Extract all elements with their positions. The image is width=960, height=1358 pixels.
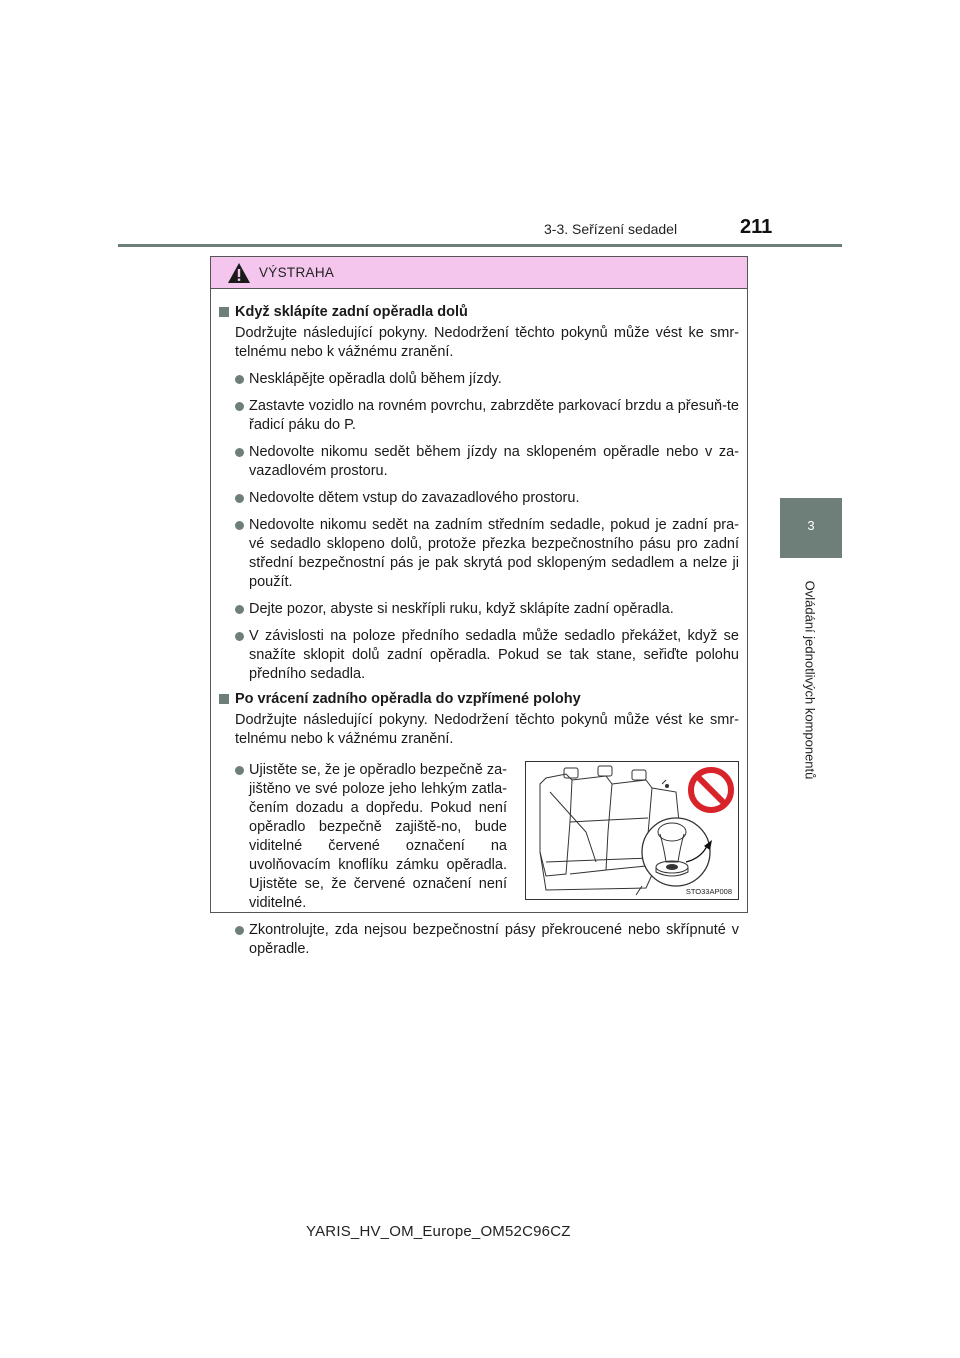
round-bullet-icon <box>235 632 244 641</box>
chapter-tab <box>780 498 842 558</box>
section-heading-text: Po vrácení zadního opěradla do vzpřímené polohy <box>235 691 581 707</box>
round-bullet-icon <box>235 766 244 775</box>
warning-box <box>210 256 748 957</box>
section-heading <box>217 690 739 709</box>
header-rule <box>118 244 842 247</box>
list-item-text: Nedovolte dětem vstup do zavazadlového prostoru. <box>249 490 580 506</box>
list-item-text: Dejte pozor, abyste si neskřípli ruku, když sklápíte zadní opěradla. <box>249 601 674 617</box>
list-item <box>235 627 739 684</box>
round-bullet-icon <box>235 375 244 384</box>
list-item-text: Nedovolte nikomu sedět na zadním středním sedadle, pokud je zadní pra-vé sedadlo sklopeno dolů, protože přezka bezpečnostního pásu pro zadní střední bezpečnostní pás je pak skrytá pod sklopeným sedadlem a nelze ji použít. <box>249 517 739 590</box>
section-intro: Dodržujte následující pokyny. Nedodržení těchto pokynů může vést ke smr-telnému nebo k vážnému zranění. <box>235 325 739 360</box>
square-bullet-icon <box>219 694 229 704</box>
list-item <box>235 489 739 508</box>
round-bullet-icon <box>235 521 244 530</box>
round-bullet-icon <box>235 402 244 411</box>
list-item <box>235 600 739 619</box>
list-item <box>235 397 739 435</box>
warning-header <box>211 257 747 289</box>
list-item-text: Zastavte vozidlo na rovném povrchu, zabrzděte parkovací brzdu a přesuň-te řadicí páku do P. <box>249 398 739 433</box>
round-bullet-icon <box>235 448 244 457</box>
round-bullet-icon <box>235 494 244 503</box>
section-title: 3-3. Seřízení sedadel <box>544 221 678 237</box>
warning-body <box>211 289 747 959</box>
bullet-with-figure <box>217 759 739 913</box>
page-number: 211 <box>740 216 773 238</box>
list-item <box>235 370 739 389</box>
section-heading <box>217 303 739 322</box>
warning-triangle-icon <box>227 262 251 284</box>
round-bullet-icon <box>235 605 244 614</box>
section-heading-text: Když sklápíte zadní opěradla dolů <box>235 304 468 320</box>
section-intro: Dodržujte následující pokyny. Nedodržení těchto pokynů může vést ke smr-telnému nebo k vážnému zranění. <box>235 712 739 747</box>
list-item <box>235 921 739 959</box>
seat-lock-illustration <box>525 761 739 900</box>
list-item-text: Ujistěte se, že je opěradlo bezpečně za-jištěno ve své poloze jeho lehkým zatla-čením dozadu a dopředu. Pokud není opěradlo bezpečně zajiště-no, bude viditelné červené označení na uvolňovacím knoflíku zámku opěradla. Ujistěte se, že červené označení není viditelné. <box>249 762 507 911</box>
list-item <box>235 516 739 592</box>
footer-doc-code: YARIS_HV_OM_Europe_OM52C96CZ <box>306 1223 571 1240</box>
chapter-side-title: Ovládání jednotlivých komponentů <box>802 580 818 780</box>
list-item <box>235 761 507 913</box>
list-item-text: Nesklápějte opěradla dolů během jízdy. <box>249 371 502 387</box>
warning-label: VÝSTRAHA <box>259 265 335 280</box>
list-item-text: V závislosti na poloze předního sedadla může sedadlo překážet, když se snažíte sklopit dolů zadní opěradla. Pokud se tak stane, seřiďte polohu předního sedadla. <box>249 628 739 682</box>
list-item-text: Nedovolte nikomu sedět během jízdy na sklopeném opěradle nebo v za-vazadlovém prostoru. <box>249 444 739 479</box>
figure-code: STO33AP008 <box>685 887 732 896</box>
list-item <box>235 443 739 481</box>
list-item-text: Zkontrolujte, zda nejsou bezpečnostní pásy překroucené nebo skřípnuté v opěradle. <box>249 922 739 957</box>
round-bullet-icon <box>235 926 244 935</box>
chapter-number: 3 <box>807 518 815 533</box>
square-bullet-icon <box>219 307 229 317</box>
